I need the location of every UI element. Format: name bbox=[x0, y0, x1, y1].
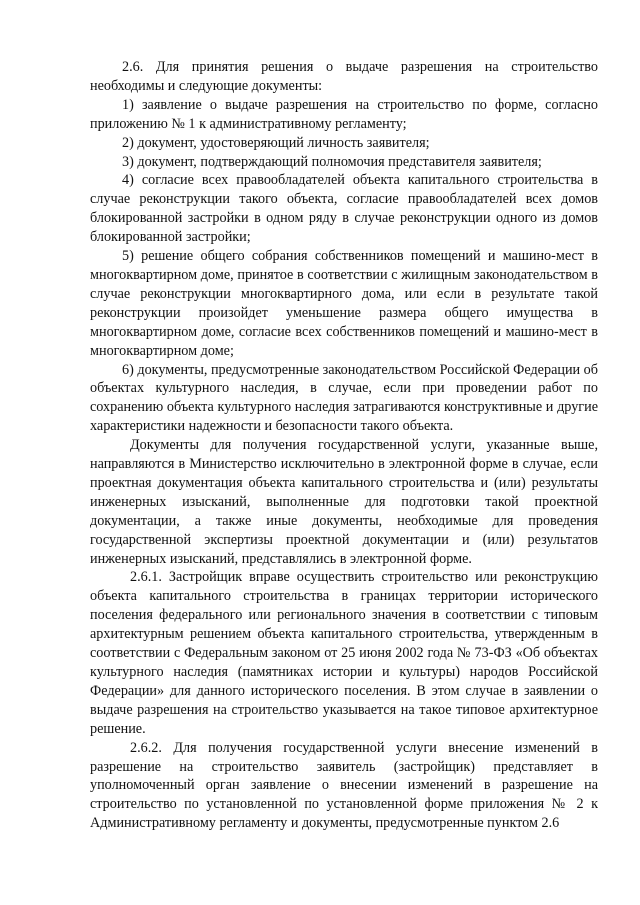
paragraph-item-2: 2) документ, удостоверяющий личность заявителя; bbox=[122, 134, 430, 151]
paragraph-item-4: 4) согласие всех правообладателей объекта капитального строительства в случае реконструкции такого объекта, согласие правообладателей всех домов блокированной застройки в одном ряду в случае реконструкции одного из домов блокированной застройки; bbox=[90, 172, 598, 246]
paragraph-item-5: 5) решение общего собрания собственников помещений и машино-мест в многоквартирном доме, принятое в соответствии с жилищным законодательством в случае реконструкции многоквартирного дома, или если в результате такой реконструкции произойдет уменьшение размера общего имущества в многоквартирном доме, согласие всех собственников помещений и машино-мест в многоквартирном доме; bbox=[90, 248, 598, 359]
paragraph-2-6-2: 2.6.2. Для получения государственной услуги внесение изменений в разрешение на строительство заявитель (застройщик) представляет в уполномоченный орган заявление о внесении изменений в разрешение на строительство по установленной по установленной форме приложения № 2 к Административному регламенту и документы, предусмотренные пунктом 2.6 bbox=[90, 739, 598, 832]
paragraph-2-6-1: 2.6.1. Застройщик вправе осуществить строительство или реконструкцию объекта капитального строительства в границах территории исторического поселения федерального или регионального значения в соответствии с типовым архитектурным решением объекта капитального строительства, утвержденным в соответствии с Федеральным законом от 25 июня 2002 года № 73-ФЗ «Об объектах культурного наследия (памятниках истории и культуры) народов Российской Федерации» для данного исторического поселения. В этом случае в заявлении о выдаче разрешения на строительство указывается на такое типовое архитектурное решение. bbox=[90, 569, 598, 737]
paragraph-item-3: 3) документ, подтверждающий полномочия представителя заявителя; bbox=[122, 153, 542, 170]
paragraph-documents-electronic: Документы для получения государственной услуги, указанные выше, направляются в Министерство исключительно в электронной форме в случае, если проектная документация объекта капитального строительства и (или) результаты инженерных изысканий, выполненные для подготовки такой проектной документации, а также иные документы, необходимые для проведения государственной экспертизы проектной документации и (или) результатов инженерных изысканий, представлялись в электронной форме. bbox=[90, 437, 598, 567]
paragraph-2-6: 2.6. Для принятия решения о выдаче разрешения на строительство необходимы и следующие документы: bbox=[90, 59, 598, 94]
document-body bbox=[90, 58, 598, 833]
paragraph-item-1: 1) заявление о выдаче разрешения на строительство по форме, согласно приложению № 1 к административному регламенту; bbox=[90, 96, 598, 132]
paragraph-item-6: 6) документы, предусмотренные законодательством Российской Федерации об объектах культурного наследия, в случае, если при проведении работ по сохранению объекта культурного наследия затрагиваются конструктивные и другие характеристики надежности и безопасности такого объекта. bbox=[90, 361, 598, 435]
